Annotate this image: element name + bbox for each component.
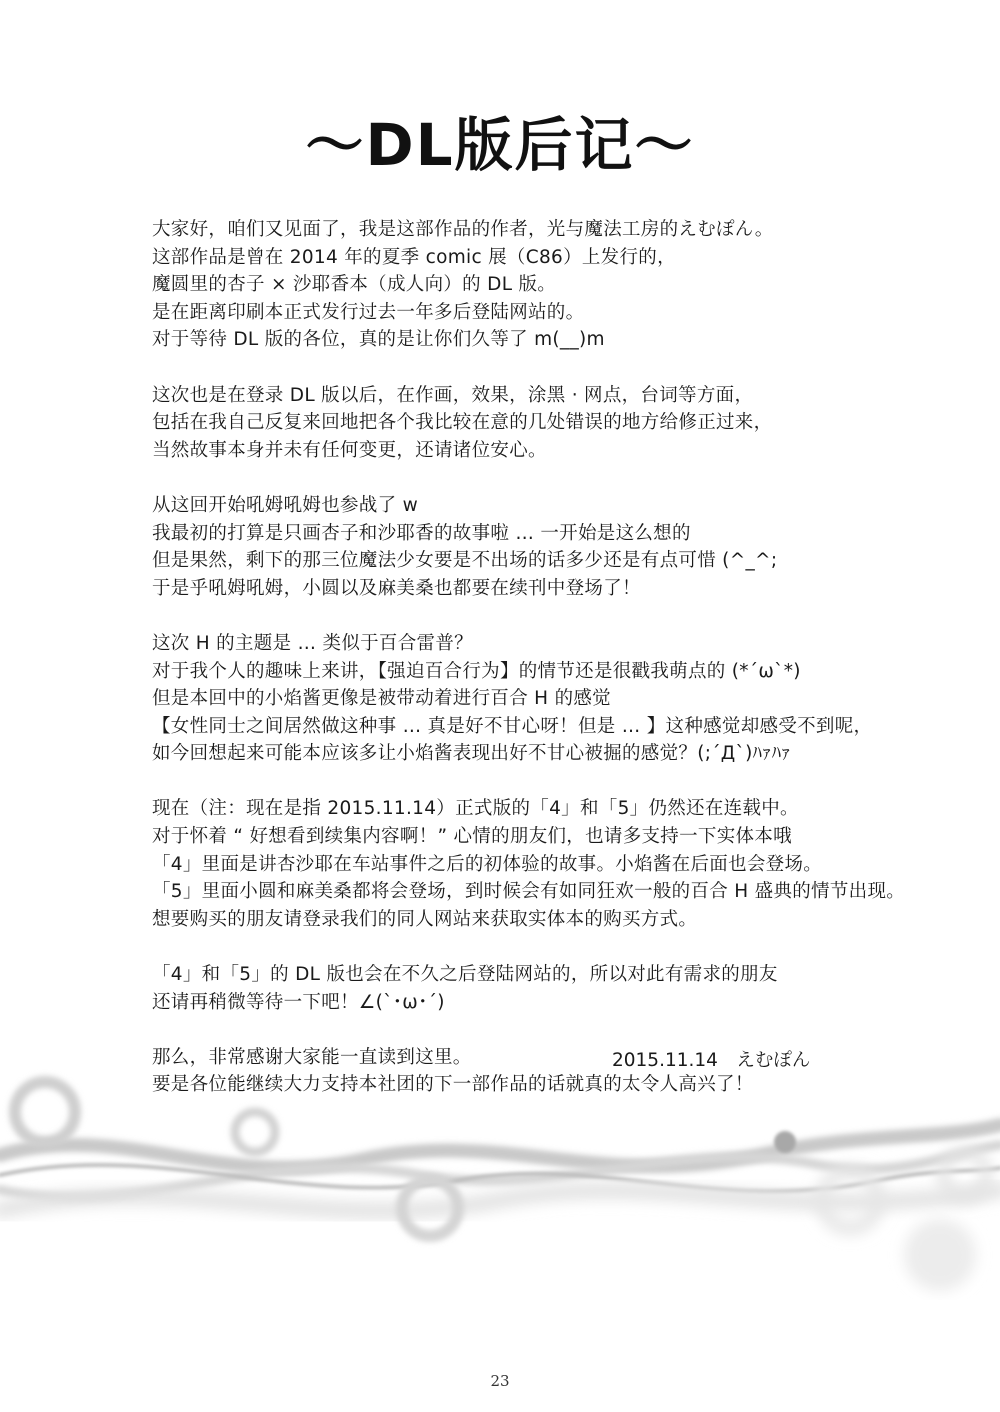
wave-line — [0, 1190, 1000, 1211]
text-line: 这次也是在登录 DL 版以后，在作画，效果，涂黑 · 网点，台词等方面， — [152, 384, 754, 406]
text-line: 这次 H 的主题是 … 类似于百合雷普？ — [152, 632, 473, 654]
text-line: 那么，非常感谢大家能一直读到这里。 — [152, 1046, 472, 1068]
text-line: 「4」里面是讲杏沙耶在车站事件之后的初体验的故事。小焰酱在后面也会登场。 — [152, 853, 823, 875]
text-line: 包括在我自己反复来回地把各个我比较在意的几处错误的地方给修正过来， — [152, 412, 773, 434]
text-line: 当然故事本身并未有任何变更，还请诸位安心。 — [152, 439, 547, 461]
text-line: 但是本回中的小焰酱更像是被带动着进行百合 H 的感觉 — [152, 688, 611, 710]
text-line: 但是果然，剩下的那三位魔法少女要是不出场的话多少还是有点可惜 (^_^; — [152, 550, 778, 572]
text-line: 我最初的打算是只画杏子和沙耶香的故事啦 … 一开始是这么想的 — [152, 522, 691, 544]
paragraph-6 — [152, 961, 992, 1016]
bubble-ring — [15, 1082, 75, 1142]
page-title: ～DL版后记～ — [305, 111, 695, 179]
decorative-swirl-bubbles — [0, 1040, 1000, 1300]
text-line: 从这回开始吼姆吼姆也参战了 w — [152, 494, 419, 516]
text-line: 魔圆里的杏子 × 沙耶香本（成人向）的 DL 版。 — [152, 274, 557, 296]
afterword-body — [152, 216, 992, 1127]
signature-date-author: 2015.11.14 えむぽん — [612, 1050, 811, 1071]
text-line: 这部作品是曾在 2014 年的夏季 comic 展（C86）上发行的， — [152, 246, 676, 268]
bubble-dot — [774, 1131, 796, 1153]
page-number: 23 — [490, 1372, 510, 1390]
text-line: 对于怀着 “ 好想看到续集内容啊！” 心情的朋友们，也请多支持一下实体本哦 — [152, 826, 792, 848]
text-line: 对于我个人的趣味上来讲，【强迫百合行为】的情节还是很戳我萌点的 (*´ω`*) — [152, 660, 801, 682]
text-line: 要是各位能继续大力支持本社团的下一部作品的话就真的太令人高兴了！ — [152, 1074, 754, 1096]
text-line: 想要购买的朋友请登录我们的同人网站来获取实体本的购买方式。 — [152, 908, 698, 930]
paragraph-4 — [152, 630, 992, 768]
text-line: 还请再稍微等待一下吧！∠(`･ω･´) — [152, 991, 445, 1013]
text-line: 是在距离印刷本正式发行过去一年多后登陆网站的。 — [152, 301, 585, 323]
wave-line — [0, 1125, 1000, 1168]
paragraph-5 — [152, 795, 992, 933]
bubble-soft — [904, 1219, 976, 1291]
text-line: 【女性同士之间居然做这种事 … 真是好不甘心呀！但是 … 】这种感觉却感受不到呢， — [152, 715, 873, 737]
paragraph-2 — [152, 382, 992, 465]
text-line: 于是乎吼姆吼姆，小圆以及麻美桑也都要在续刊中登场了！ — [152, 577, 641, 599]
text-line: 如今回想起来可能本应该多让小焰酱表现出好不甘心被掘的感觉？(;´Д`)ﾊｧﾊｧ — [152, 743, 791, 765]
text-line: 「4」和「5」的 DL 版也会在不久之后登陆网站的，所以对此有需求的朋友 — [152, 964, 778, 986]
text-line: 大家好，咱们又见面了，我是这部作品的作者，光与魔法工房的えむぽん。 — [152, 219, 774, 240]
paragraph-3 — [152, 492, 992, 602]
text-line: 现在（注：现在是指 2015.11.14）正式版的「4」和「5」仍然还在连载中。 — [152, 798, 799, 820]
text-line: 对于等待 DL 版的各位，真的是让你们久等了 m(__)m — [152, 329, 605, 351]
text-line: 「5」里面小圆和麻美桑都将会登场，到时候会有如同狂欢一般的百合 H 盛典的情节出现。 — [152, 881, 906, 903]
bubble-ring — [235, 1112, 275, 1152]
paragraph-1 — [152, 216, 992, 354]
